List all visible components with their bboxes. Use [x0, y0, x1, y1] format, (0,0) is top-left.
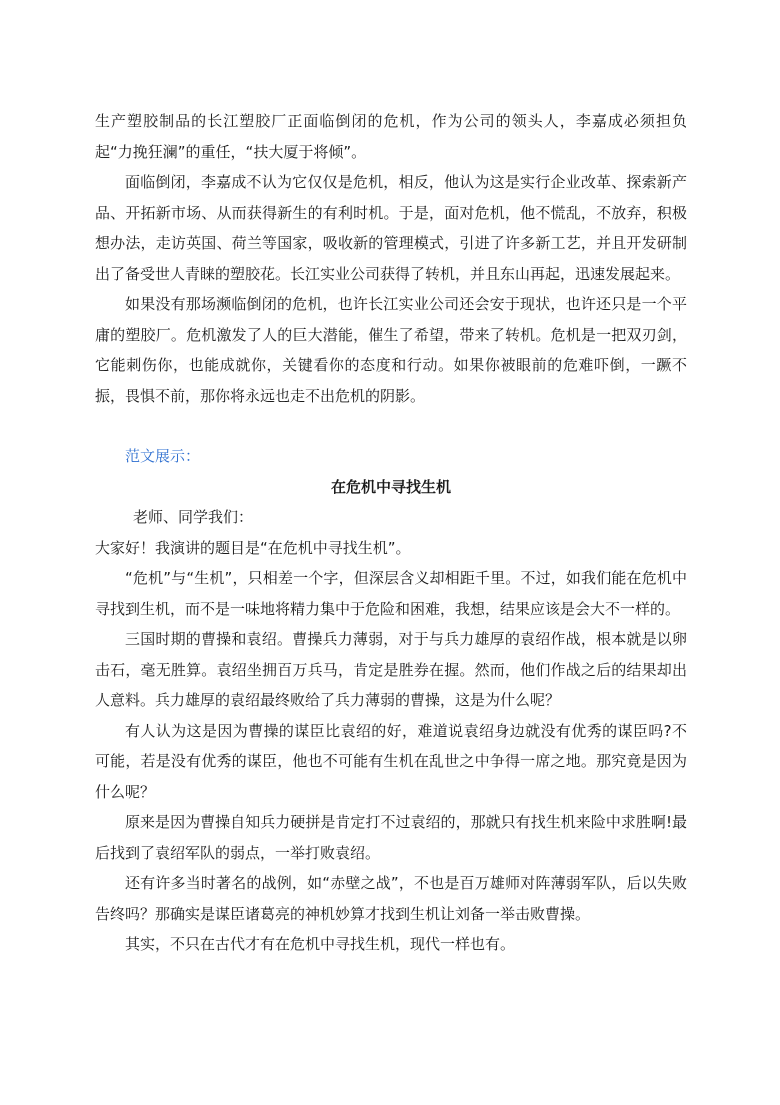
essay-paragraph-4: 原来是因为曹操自知兵力硬拼是肯定打不过袁绍的，那就只有找生机来险中求胜啊!最后找到了袁绍军队的弱点，一举打败袁绍。: [95, 813, 687, 862]
intro-paragraph-1: 生产塑胶制品的长江塑胶厂正面临倒闭的危机，作为公司的领头人，李嘉成必须担负起“力挽狂澜”的重任，“扶大厦于将倾”。: [95, 112, 687, 161]
essay-paragraph-6: 其实，不只在古代才有在危机中寻找生机，现代一样也有。: [125, 935, 516, 953]
essay-paragraph-3: 有人认为这是因为曹操的谋臣比袁绍的好，难道说袁绍身边就没有优秀的谋臣吗?不可能，若是没有优秀的谋臣，他也不可能有生机在乱世之中争得一席之地。那究竟是因为什么呢？: [95, 721, 687, 801]
intro-paragraph-2: 面临倒闭，李嘉成不认为它仅仅是危机，相反，他认为这是实行企业改革、探索新产品、开拓新市场、从而获得新生的有利时机。于是，面对危机，他不慌乱，不放弃，积极想办法，走访英国、荷兰等国家，吸收新的管理模式，引进了许多新工艺，并且开发研制出了备受世人青睐的塑胶花。长江实业公司获得了转机，并且东山再起，迅速发展起来。: [95, 173, 687, 283]
essay-paragraph-5: 还有许多当时著名的战例，如“赤壁之战”，不也是百万雄师对阵薄弱军队，后以失败告终吗？那确实是谋臣诸葛亮的神机妙算才找到生机让刘备一举击败曹操。: [95, 874, 687, 923]
essay-paragraph-2: 三国时期的曹操和袁绍。曹操兵力薄弱，对于与兵力雄厚的袁绍作战，根本就是以卵击石，毫无胜算。袁绍坐拥百万兵马，肯定是胜券在握。然而，他们作战之后的结果却出人意料。兵力雄厚的袁绍最终败给了兵力薄弱的曹操，这是为什么呢？: [95, 630, 687, 709]
essay-title: 在危机中寻找生机: [330, 477, 451, 496]
essay-paragraph-1: “危机”与“生机”，只相差一个字，但深层含义却相距千里。不过，如我们能在危机中寻找到生机，而不是一味地将精力集中于危险和困难，我想，结果应该是会大不一样的。: [95, 569, 687, 618]
essay-salutation: 老师、同学我们：: [133, 508, 254, 526]
intro-paragraph-3: 如果没有那场濒临倒闭的危机，也许长江实业公司还会安于现状，也许还只是一个平庸的塑胶厂。危机激发了人的巨大潜能，催生了希望，带来了转机。危机是一把双刃剑，它能刺伤你，也能成就你，关键看你的态度和行动。如果你被眼前的危难吓倒，一蹶不振，畏惧不前，那你将永远也走不出危机的阴影。: [95, 295, 687, 405]
section-spacer: [95, 411, 687, 441]
section-label: 范文展示：: [125, 447, 201, 465]
essay-greeting: 大家好！我演讲的题目是“在危机中寻找生机”。: [95, 538, 411, 557]
document-page: [95, 106, 687, 960]
